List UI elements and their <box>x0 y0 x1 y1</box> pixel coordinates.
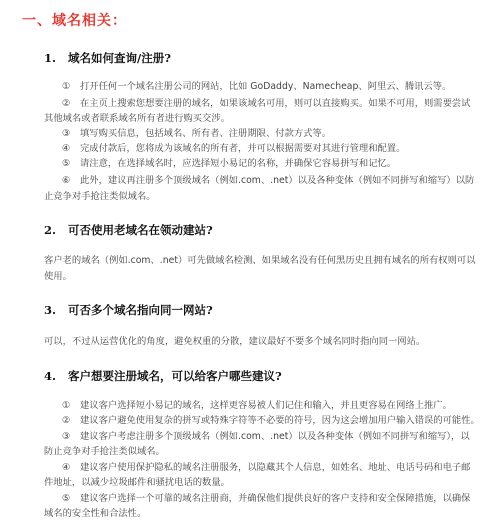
list-marker: ⑥ <box>62 175 71 186</box>
line-text: 建议客户考虑注册多个顶级域名（例如.com、.net）以及各种变体（例如不同拼写和缩写），以 <box>80 431 470 442</box>
list-marker: ④ <box>62 143 71 154</box>
line-text: 建议客户避免使用复杂的拼写或特殊字符等不必要的符号，因为这会增加用户输入错误的可能性。 <box>80 415 480 426</box>
list-marker: ④ <box>62 462 71 473</box>
list-marker: ⑤ <box>62 493 71 504</box>
list-marker: ① <box>62 81 71 92</box>
q4-line-6 <box>44 476 230 490</box>
q1-line-8 <box>44 190 156 204</box>
q4-line-5 <box>62 461 470 475</box>
question-3-heading <box>44 302 213 318</box>
line-text: 其他域名或者联系域名所有者进行购买交涉。 <box>44 113 230 124</box>
question-number: 2. <box>44 223 57 237</box>
question-text: 可否使用老域名在领动建站? <box>68 223 213 237</box>
q2-line-2 <box>44 270 72 284</box>
q1-line-6 <box>62 157 396 171</box>
question-number: 4. <box>44 369 57 383</box>
list-marker: ② <box>62 415 71 426</box>
question-text: 域名如何查询/注册? <box>68 51 171 65</box>
q1-line-3 <box>44 112 230 126</box>
q4-line-2 <box>62 414 480 428</box>
line-text: 使用。 <box>44 271 72 282</box>
section-title: 一、域名相关： <box>22 13 127 29</box>
q4-line-3 <box>62 430 470 444</box>
list-marker: ⑤ <box>62 158 71 169</box>
q1-line-2 <box>62 97 470 111</box>
q1-line-4 <box>62 127 331 141</box>
question-1-heading <box>44 50 171 66</box>
line-text: 打开任何一个域名注册公司的网站，比如 GoDaddy、Namecheap、阿里云、腾讯云等。 <box>80 81 452 92</box>
q3-line-1 <box>44 335 425 349</box>
question-number: 1. <box>44 51 57 65</box>
q4-line-7 <box>62 492 470 506</box>
list-marker: ③ <box>62 431 71 442</box>
line-text: 此外，建议再注册多个顶级域名（例如.com、.net）以及各种变体（例如不同拼写和缩写）以防 <box>80 175 475 186</box>
line-text: 在主页上搜索您想要注册的域名，如果该域名可用，则可以直接购买。如果不可用，则需要尝试 <box>80 98 471 109</box>
q1-line-1 <box>62 80 451 94</box>
list-marker: ② <box>62 98 71 109</box>
list-marker: ① <box>62 400 71 411</box>
line-text: 域名的安全性和合法性。 <box>44 508 147 519</box>
line-text: 防止竞争对手抢注类似域名。 <box>44 446 165 457</box>
line-text: 建议客户使用保护隐私的域名注册服务，以隐藏其个人信息，如姓名、地址、电话号码和电子邮 <box>80 462 471 473</box>
question-2-heading <box>44 222 213 238</box>
list-marker: ③ <box>62 128 71 139</box>
question-4-heading <box>44 368 282 384</box>
question-text: 客户想要注册域名，可以给客户哪些建议? <box>68 369 282 383</box>
line-text: 填写购买信息，包括域名、所有者、注册期限、付款方式等。 <box>80 128 332 139</box>
q4-line-4 <box>44 445 165 459</box>
line-text: 建议客户选择一个可靠的域名注册商，并确保他们提供良好的客户支持和安全保障措施，以确保 <box>80 493 471 504</box>
q1-line-7 <box>62 174 474 188</box>
question-number: 3. <box>44 303 57 317</box>
question-text: 可否多个域名指向同一网站? <box>68 303 213 317</box>
q4-line-1 <box>62 399 452 413</box>
line-text: 建议客户选择短小易记的域名，这样更容易被人们记住和输入，并且更容易在网络上推广。 <box>80 400 452 411</box>
line-text: 件地址，以减少垃圾邮件和骚扰电话的数量。 <box>44 477 230 488</box>
q1-line-5 <box>62 142 405 156</box>
line-text: 止竞争对手抢注类似域名。 <box>44 191 156 202</box>
line-text: 请注意，在选择域名时，应选择短小易记的名称，并确保它容易拼写和记忆。 <box>80 158 397 169</box>
line-text: 完成付款后，您将成为该域名的所有者，并可以根据需要对其进行管理和配置。 <box>80 143 406 154</box>
line-text: 客户老的域名（例如.com、.net）可先做域名检测、如果域名没有任何黑历史且拥有域名的所有权则可以 <box>44 255 476 266</box>
q2-line-1 <box>44 254 476 268</box>
line-text: 可以，不过从运营优化的角度，避免权重的分散，建议最好不要多个域名同时指向同一网站。 <box>44 336 426 347</box>
q4-line-8 <box>44 507 146 521</box>
